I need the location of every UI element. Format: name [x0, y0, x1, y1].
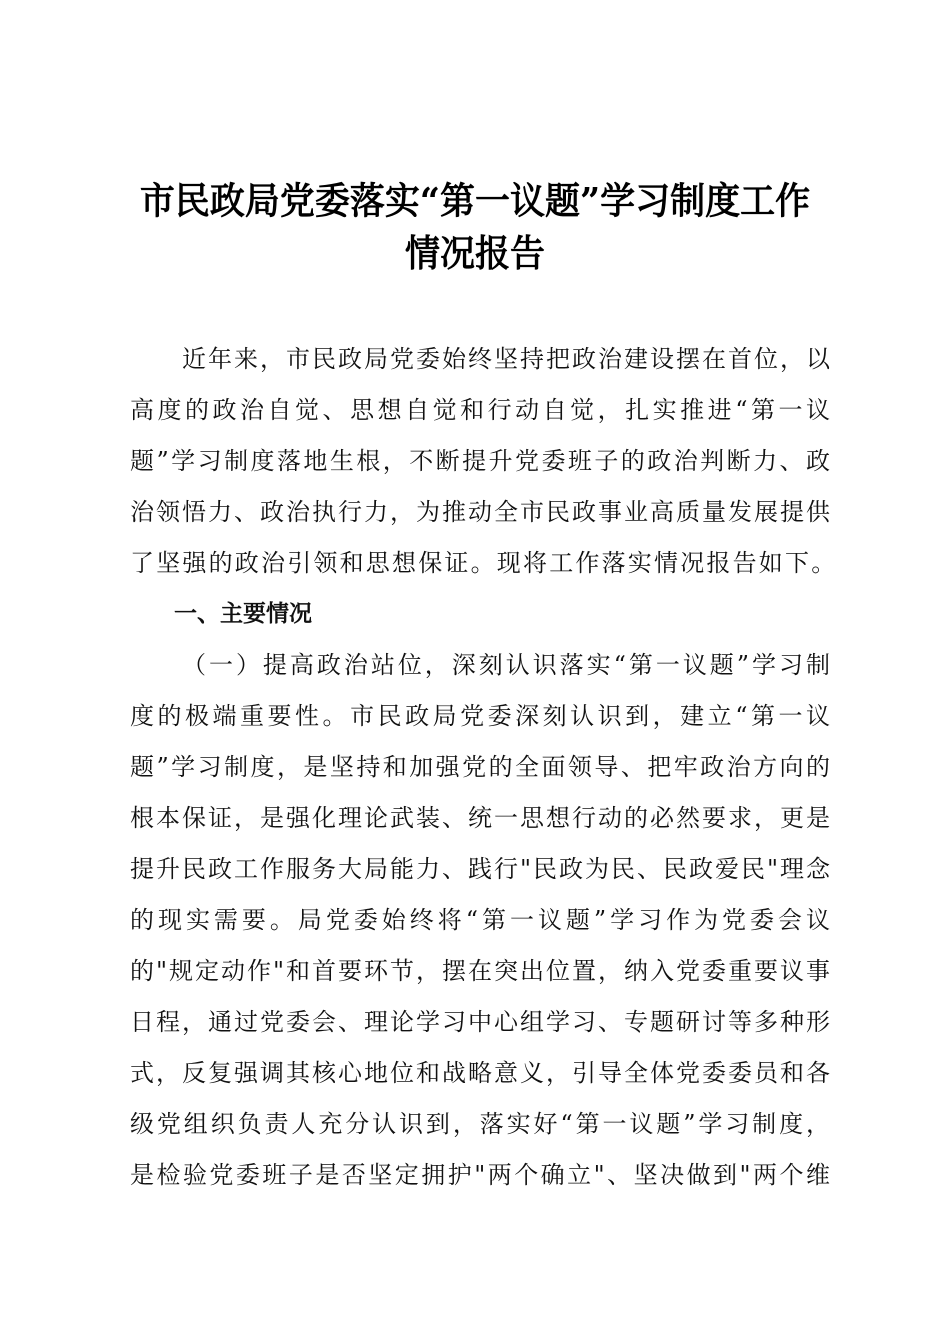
section1-paragraph-line: 度的极端重要性。市民政局党委深刻认识到，建立“第一议 — [130, 702, 830, 730]
section-heading: 一、主要情况 — [174, 601, 312, 627]
document-body — [130, 334, 838, 1201]
section1-paragraph-line: 是检验党委班子是否坚定拥护"两个确立"、坚决做到"两个维 — [130, 1161, 830, 1189]
section1-paragraph-line: 的"规定动作"和首要环节，摆在突出位置，纳入党委重要议事 — [130, 957, 830, 985]
document-title — [100, 176, 850, 281]
section1-paragraph-line: 级党组织负责人充分认识到，落实好“第一议题”学习制度， — [130, 1110, 830, 1138]
section1-paragraph-line: 根本保证，是强化理论武装、统一思想行动的必然要求，更是 — [130, 804, 830, 832]
title-line-1: 市民政局党委落实“第一议题”学习制度工作 — [139, 179, 811, 223]
section1-paragraph-line: 日程，通过党委会、理论学习中心组学习、专题研讨等多种形 — [130, 1008, 830, 1036]
intro-paragraph-line: 近年来，市民政局党委始终坚持把政治建设摆在首位，以 — [182, 345, 830, 373]
section1-paragraph-line: 式，反复强调其核心地位和战略意义，引导全体党委委员和各 — [130, 1059, 830, 1087]
section1-paragraph-line: 提升民政工作服务大局能力、践行"民政为民、民政爱民"理念 — [130, 855, 830, 883]
section1-paragraph-line: 题”学习制度，是坚持和加强党的全面领导、把牢政治方向的 — [130, 753, 830, 781]
intro-paragraph-line: 高度的政治自觉、思想自觉和行动自觉，扎实推进“第一议 — [130, 396, 830, 424]
intro-paragraph-line: 题”学习制度落地生根，不断提升党委班子的政治判断力、政 — [130, 447, 830, 475]
intro-paragraph-line: 治领悟力、政治执行力，为推动全市民政事业高质量发展提供 — [130, 498, 830, 526]
section1-paragraph-line: （一）提高政治站位，深刻认识落实“第一议题”学习制 — [182, 651, 830, 679]
intro-paragraph-line: 了坚强的政治引领和思想保证。现将工作落实情况报告如下。 — [130, 549, 838, 577]
section1-paragraph-line: 的现实需要。局党委始终将“第一议题”学习作为党委会议 — [130, 906, 830, 934]
title-line-2: 情况报告 — [404, 232, 545, 276]
